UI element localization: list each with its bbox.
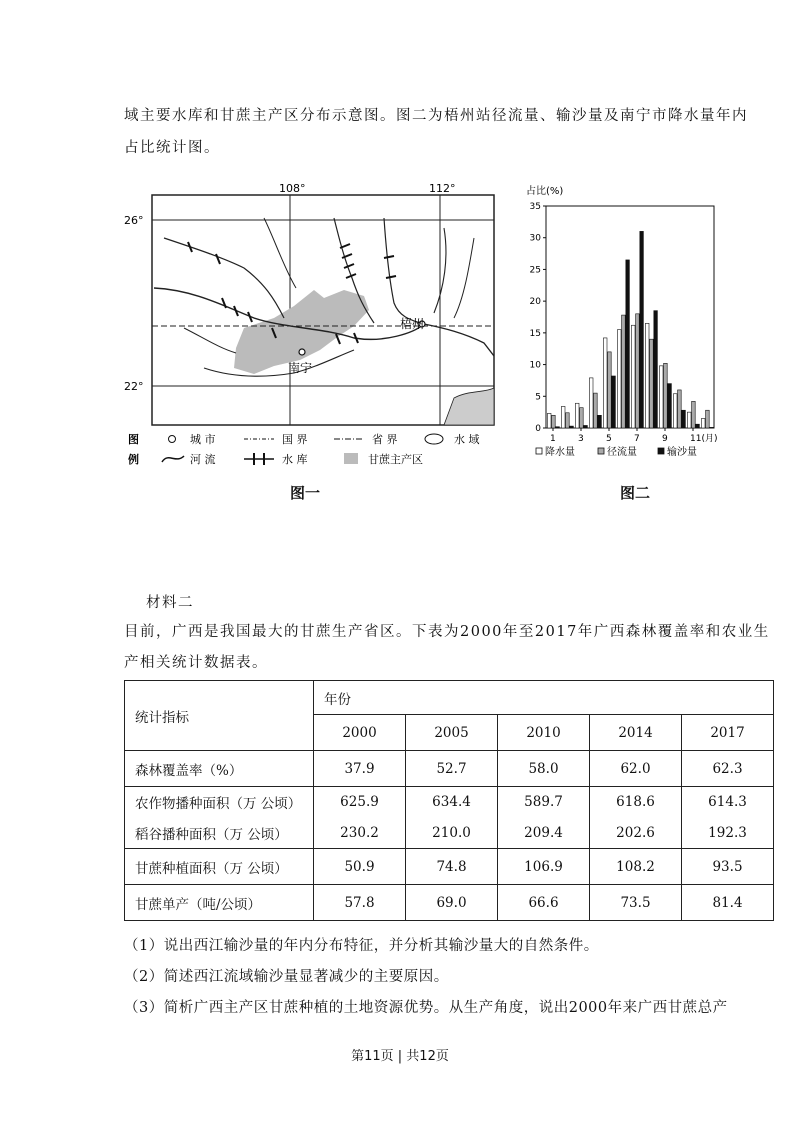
data-cell: 209.4	[498, 818, 590, 849]
map-caption: 图一	[290, 484, 321, 502]
question-2: （2）简述西江流域输沙量显著减少的主要原因。	[124, 969, 449, 985]
water-body	[444, 388, 494, 425]
bar	[594, 393, 598, 428]
material-line-2: 产相关统计数据表。	[124, 655, 268, 671]
chart-ylabel: 占比(%)	[526, 186, 564, 197]
material-line-1: 目前，广西是我国最大的甘蔗生产省区。下表为2000年至2017年广西森林覆盖率和农业生	[124, 624, 770, 640]
year-cell: 2014	[590, 715, 682, 751]
bar	[612, 376, 616, 428]
data-cell: 210.0	[406, 818, 498, 849]
lat-label-22: 22°	[124, 380, 144, 393]
map-svg	[124, 178, 504, 468]
data-cell: 93.5	[682, 849, 774, 885]
data-cell: 108.2	[590, 849, 682, 885]
page-footer: 第11页 | 共12页	[351, 1049, 449, 1064]
x-tick-label: 7	[634, 434, 640, 444]
legend-city: 城 市	[190, 433, 216, 446]
bar	[678, 390, 682, 428]
legend-head-top: 图	[128, 433, 139, 446]
data-cell: 52.7	[406, 751, 498, 787]
bar	[687, 412, 691, 428]
x-tick-label: 9	[662, 434, 668, 444]
legend-label-precip: 降水量	[545, 447, 575, 458]
data-cell: 192.3	[682, 818, 774, 849]
table-row	[125, 751, 774, 787]
data-cell: 589.7	[498, 787, 590, 818]
table-corner: 统计指标	[125, 681, 314, 751]
lon-label-108: 108°	[279, 182, 306, 195]
bar	[664, 363, 668, 428]
river	[184, 328, 236, 353]
legend-swatch-precip	[536, 448, 542, 454]
river	[384, 218, 424, 324]
question-3: （3）简析广西主产区甘蔗种植的土地资源优势。从生产角度，说出2000年来广西甘蔗总产	[124, 1000, 728, 1016]
map-legend	[124, 430, 504, 470]
data-cell: 57.8	[314, 885, 406, 921]
table-row	[125, 787, 774, 818]
y-tick-label: 35	[529, 202, 541, 212]
river	[264, 218, 296, 288]
table-row	[125, 818, 774, 849]
bar	[556, 427, 560, 428]
stats-table	[124, 680, 774, 921]
legend-label-sediment: 输沙量	[667, 447, 697, 458]
bar	[561, 406, 565, 428]
bar	[575, 403, 579, 428]
row-label: 森林覆盖率（%）	[125, 751, 314, 787]
bar	[598, 415, 602, 428]
row-label: 稻谷播种面积（万 公顷）	[125, 818, 314, 849]
city-nanning	[299, 349, 305, 355]
data-cell: 202.6	[590, 818, 682, 849]
river	[424, 324, 494, 356]
data-cell: 50.9	[314, 849, 406, 885]
legend-swatch-sediment	[658, 448, 664, 454]
bar	[626, 260, 630, 428]
bar	[580, 408, 584, 428]
lon-label-112: 112°	[429, 182, 456, 195]
y-tick-label: 15	[529, 328, 541, 339]
data-cell: 37.9	[314, 751, 406, 787]
data-cell: 69.0	[406, 885, 498, 921]
legend-sugarcane-symbol	[344, 453, 358, 464]
y-tick-label: 10	[529, 360, 541, 371]
legend-river-symbol	[162, 456, 184, 462]
year-cell: 2005	[406, 715, 498, 751]
y-tick-label: 5	[535, 392, 541, 403]
bar	[654, 311, 658, 428]
bar	[617, 330, 621, 428]
bar	[659, 366, 663, 428]
chart-legend	[536, 445, 697, 458]
chart-caption: 图二	[620, 484, 651, 502]
legend-province-border: 省 界	[372, 433, 398, 446]
data-cell: 634.4	[406, 787, 498, 818]
bar	[668, 384, 672, 428]
chart-figure	[524, 180, 724, 470]
data-cell: 62.3	[682, 751, 774, 787]
legend-swatch-runoff	[598, 448, 604, 454]
legend-reservoir: 水 库	[282, 453, 308, 466]
city-label-nanning: 南宁	[288, 361, 313, 375]
data-cell: 66.6	[498, 885, 590, 921]
x-tick-label: 3	[578, 434, 584, 444]
year-cell: 2000	[314, 715, 406, 751]
bar	[710, 427, 714, 428]
bar	[552, 415, 556, 428]
table-year-header: 年份	[314, 681, 774, 715]
intro-line-1: 域主要水库和甘蔗主产区分布示意图。图二为梧州站径流量、输沙量及南宁市降水量年内	[124, 108, 748, 124]
bar	[706, 410, 710, 428]
legend-sugarcane: 甘蔗主产区	[368, 453, 423, 466]
year-cell: 2010	[498, 715, 590, 751]
x-tick-label: 11(月)	[690, 434, 718, 444]
bar	[608, 352, 612, 428]
y-tick-label: 0	[535, 424, 541, 434]
bar	[640, 231, 644, 428]
data-cell: 106.9	[498, 849, 590, 885]
y-tick-label: 20	[529, 297, 541, 308]
bar	[566, 413, 570, 428]
data-cell: 81.4	[682, 885, 774, 921]
legend-national-border: 国 界	[282, 433, 308, 446]
bar	[701, 418, 705, 428]
data-cell: 73.5	[590, 885, 682, 921]
material-heading: 材料二	[146, 595, 194, 611]
legend-label-runoff: 径流量	[607, 447, 637, 458]
intro-line-2: 占比统计图。	[124, 140, 220, 156]
lat-label-26: 26°	[124, 214, 144, 227]
bar	[589, 378, 593, 428]
data-cell: 58.0	[498, 751, 590, 787]
data-cell: 618.6	[590, 787, 682, 818]
river	[454, 238, 474, 318]
row-label: 甘蔗种植面积（万 公顷）	[125, 849, 314, 885]
y-tick-label: 25	[529, 265, 541, 276]
bar	[570, 426, 574, 428]
x-tick-label: 1	[550, 434, 556, 444]
bar	[636, 314, 640, 428]
bar	[682, 410, 686, 428]
bar	[622, 315, 626, 428]
city-label-wuzhou: 梧州	[400, 317, 425, 331]
bar	[631, 325, 635, 428]
chart-frame	[546, 206, 714, 428]
bar	[696, 424, 700, 428]
bar	[650, 339, 654, 428]
data-cell: 625.9	[314, 787, 406, 818]
bar	[547, 413, 551, 428]
bar	[584, 425, 588, 428]
legend-river: 河 流	[190, 453, 216, 466]
bar	[673, 394, 677, 428]
legend-city-symbol	[169, 436, 176, 443]
question-1: （1）说出西江输沙量的年内分布特征，并分析其输沙量大的自然条件。	[124, 938, 599, 954]
legend-water-symbol	[425, 434, 443, 444]
data-cell: 614.3	[682, 787, 774, 818]
data-cell: 62.0	[590, 751, 682, 787]
legend-water: 水 域	[454, 433, 480, 446]
map-figure	[124, 178, 504, 468]
legend-head-bottom: 例	[128, 453, 139, 466]
bar	[603, 338, 607, 428]
x-tick-label: 5	[606, 434, 612, 444]
row-label: 甘蔗单产（吨/公顷）	[125, 885, 314, 921]
year-cell: 2017	[682, 715, 774, 751]
bar	[645, 323, 649, 428]
y-tick-label: 30	[529, 233, 541, 244]
bar	[692, 401, 696, 428]
table-row	[125, 885, 774, 921]
data-cell: 74.8	[406, 849, 498, 885]
data-cell: 230.2	[314, 818, 406, 849]
row-label: 农作物播种面积（万 公顷）	[125, 787, 314, 818]
table-row	[125, 849, 774, 885]
